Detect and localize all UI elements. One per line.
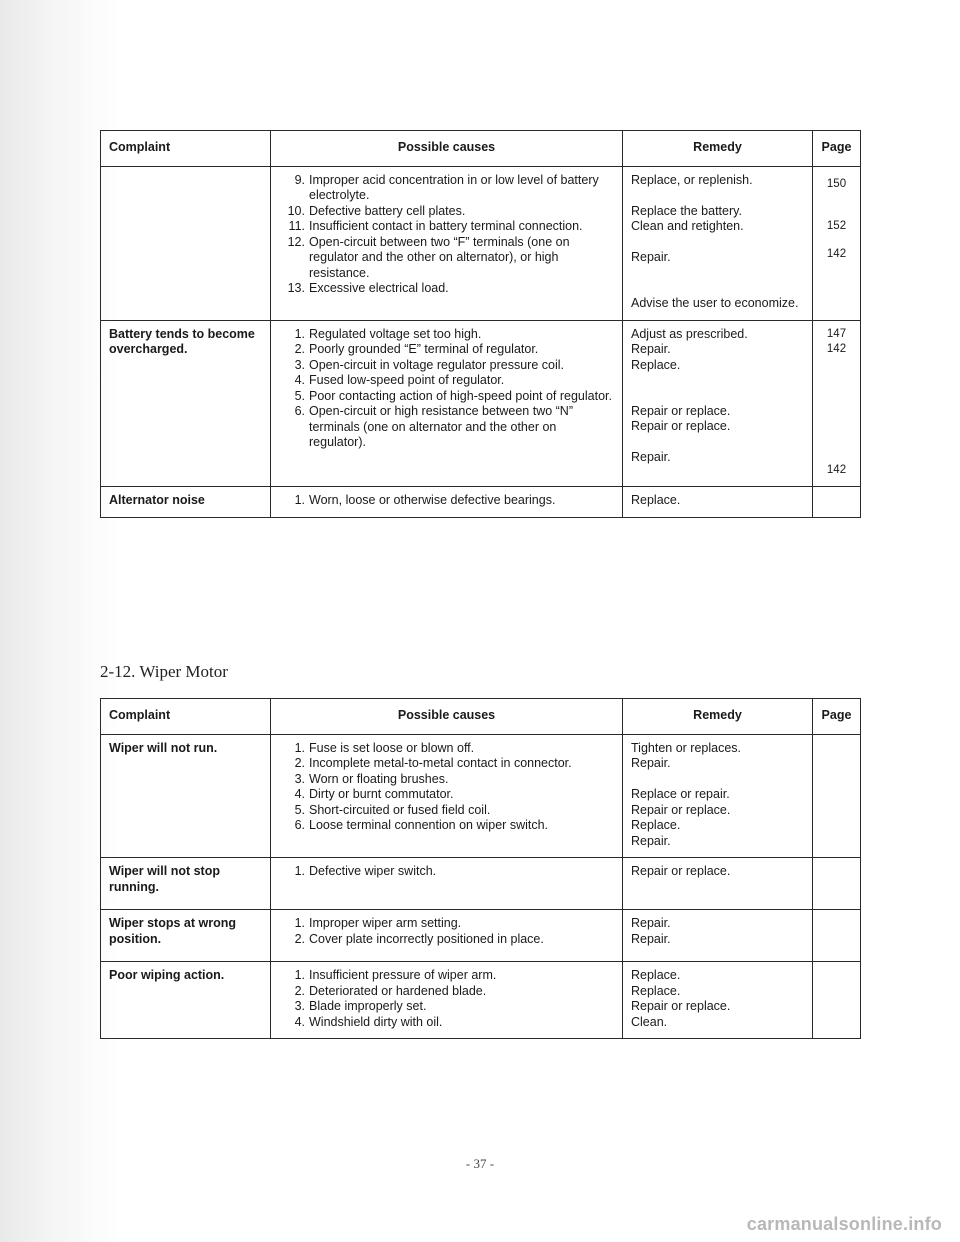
- remedy-item: Repair.: [631, 931, 671, 946]
- cause-item: 4. Fused low-speed point of regulator.: [294, 373, 505, 387]
- page-ref-cell: [813, 487, 861, 518]
- remedy-item: Repair or replace.: [631, 864, 731, 878]
- page-ref-cell: [813, 910, 861, 962]
- remedy-cell: [623, 320, 813, 487]
- page-ref-cell: [813, 962, 861, 1039]
- remedy-item: Adjust as prescribed.: [631, 326, 748, 341]
- header-complaint: Complaint: [101, 699, 271, 735]
- remedy-item: Tighten or replaces.: [631, 740, 742, 755]
- page-ref: 142: [826, 343, 847, 355]
- page-ref-cell: [813, 734, 861, 858]
- complaint-cell: Wiper stops at wrong position.: [101, 910, 271, 962]
- cause-item: 4. Windshield dirty with oil.: [294, 1014, 443, 1029]
- remedy-cell: [623, 166, 813, 320]
- remedy-item: Advise the user to economize.: [631, 296, 799, 310]
- cause-item: 13. Excessive electrical load.: [287, 281, 449, 295]
- page-ref: 142: [826, 463, 847, 476]
- page-ref-cell: [813, 320, 861, 487]
- remedy-item: Replace the battery.: [631, 203, 742, 218]
- page-ref: 142: [826, 247, 847, 260]
- header-complaint: Complaint: [101, 131, 271, 167]
- cause-item: 5. Short-circuited or fused field coil.: [294, 802, 491, 817]
- remedy-item: Repair.: [631, 756, 671, 770]
- remedy-item: Repair.: [631, 450, 671, 464]
- cause-item: 10. Defective battery cell plates.: [287, 203, 466, 218]
- section-heading: 2-12. Wiper Motor: [100, 662, 228, 681]
- page-ref: 152: [826, 220, 847, 232]
- cause-item: 2. Cover plate incorrectly positioned in place.: [294, 931, 544, 946]
- causes-cell: [271, 487, 623, 518]
- remedy-item: Clean.: [631, 1014, 668, 1029]
- remedy-item: Replace.: [631, 493, 681, 507]
- cause-item: 1. Worn, loose or otherwise defective bearings.: [294, 493, 556, 507]
- remedy-item: Repair or replace.: [631, 419, 731, 433]
- remedy-cell: [623, 734, 813, 858]
- causes-cell: [271, 910, 623, 962]
- cause-item: 1. Defective wiper switch.: [294, 864, 437, 878]
- cause-item: 6. Open-circuit or high resistance between two “N” terminals (one on alternator and the other on regulator).: [294, 404, 574, 449]
- header-remedy: Remedy: [623, 699, 813, 735]
- cause-item: 4. Dirty or burnt commutator.: [294, 787, 454, 801]
- remedy-item: Replace.: [631, 983, 681, 998]
- page-ref-cell: [813, 858, 861, 910]
- remedy-cell: [623, 487, 813, 518]
- remedy-item: Repair or replace.: [631, 999, 731, 1013]
- table-header-row: [101, 131, 861, 167]
- cause-item: 3. Blade improperly set.: [294, 999, 427, 1013]
- table-row: [101, 910, 861, 962]
- causes-cell: [271, 320, 623, 487]
- complaint-cell: Poor wiping action.: [101, 962, 271, 1039]
- table-row: [101, 487, 861, 518]
- header-possible-causes: Possible causes: [271, 699, 623, 735]
- cause-item: 11. Insufficient contact in battery terminal connection.: [288, 219, 583, 233]
- remedy-item: Replace.: [631, 357, 681, 372]
- cause-item: 3. Worn or floating brushes.: [294, 771, 449, 786]
- table-row: [101, 166, 861, 320]
- table-header-row: [101, 699, 861, 735]
- remedy-cell: [623, 962, 813, 1039]
- remedy-item: Repair.: [631, 833, 671, 848]
- complaint-cell: Battery tends to become overcharged.: [101, 320, 271, 487]
- wiper-motor-troubleshooting-table: [100, 698, 861, 1039]
- remedy-item: Repair.: [631, 342, 671, 356]
- remedy-item: Repair or replace.: [631, 802, 731, 817]
- cause-item: 5. Poor contacting action of high-speed point of regulator.: [294, 388, 612, 403]
- complaint-cell: Wiper will not run.: [101, 734, 271, 858]
- cause-item: 2. Deteriorated or hardened blade.: [294, 983, 487, 998]
- causes-cell: [271, 858, 623, 910]
- remedy-item: Repair.: [631, 916, 671, 930]
- remedy-item: Replace or repair.: [631, 787, 730, 801]
- cause-item: 1. Fuse is set loose or blown off.: [294, 740, 475, 755]
- page-ref-cell: [813, 166, 861, 320]
- complaint-cell: Alternator noise: [101, 487, 271, 518]
- remedy-item: Repair.: [631, 250, 671, 264]
- table-row: [101, 320, 861, 487]
- charging-troubleshooting-table: [100, 130, 861, 518]
- cause-item: 6. Loose terminal connention on wiper switch.: [294, 818, 549, 832]
- page-number: - 37 -: [465, 1156, 495, 1171]
- table-row: [101, 734, 861, 858]
- complaint-cell: Wiper will not stop running.: [101, 858, 271, 910]
- page-ref: 150: [826, 177, 847, 190]
- header-page: Page: [813, 699, 861, 735]
- cause-item: 2. Poorly grounded “E” terminal of regulator.: [294, 342, 539, 356]
- cause-item: 1. Insufficient pressure of wiper arm.: [294, 968, 497, 982]
- remedy-item: Replace, or replenish.: [631, 172, 753, 187]
- causes-cell: [271, 962, 623, 1039]
- table-row: [101, 858, 861, 910]
- page-ref: 147: [826, 327, 847, 340]
- header-page: Page: [813, 131, 861, 167]
- table-row: [101, 962, 861, 1039]
- header-possible-causes: Possible causes: [271, 131, 623, 167]
- causes-cell: [271, 166, 623, 320]
- causes-cell: [271, 734, 623, 858]
- cause-item: 2. Incomplete metal-to-metal contact in connector.: [294, 756, 572, 770]
- cause-item: 3. Open-circuit in voltage regulator pressure coil.: [294, 357, 564, 372]
- cause-item: 12. Open-circuit between two “F” terminals (one on regulator and the other on alternator), or high resistance.: [287, 234, 570, 280]
- complaint-cell: [101, 166, 271, 320]
- remedy-item: Repair or replace.: [631, 403, 731, 418]
- cause-item: 9. Improper acid concentration in or low level of battery electrolyte.: [294, 172, 599, 202]
- remedy-cell: [623, 858, 813, 910]
- remedy-item: Replace.: [631, 968, 681, 982]
- remedy-item: Replace.: [631, 818, 681, 832]
- remedy-item: Clean and retighten.: [631, 219, 744, 233]
- cause-item: 1. Improper wiper arm setting.: [294, 916, 462, 930]
- remedy-cell: [623, 910, 813, 962]
- header-remedy: Remedy: [623, 131, 813, 167]
- cause-item: 1. Regulated voltage set too high.: [294, 326, 482, 341]
- watermark: carmanualsonline.info: [746, 1214, 942, 1234]
